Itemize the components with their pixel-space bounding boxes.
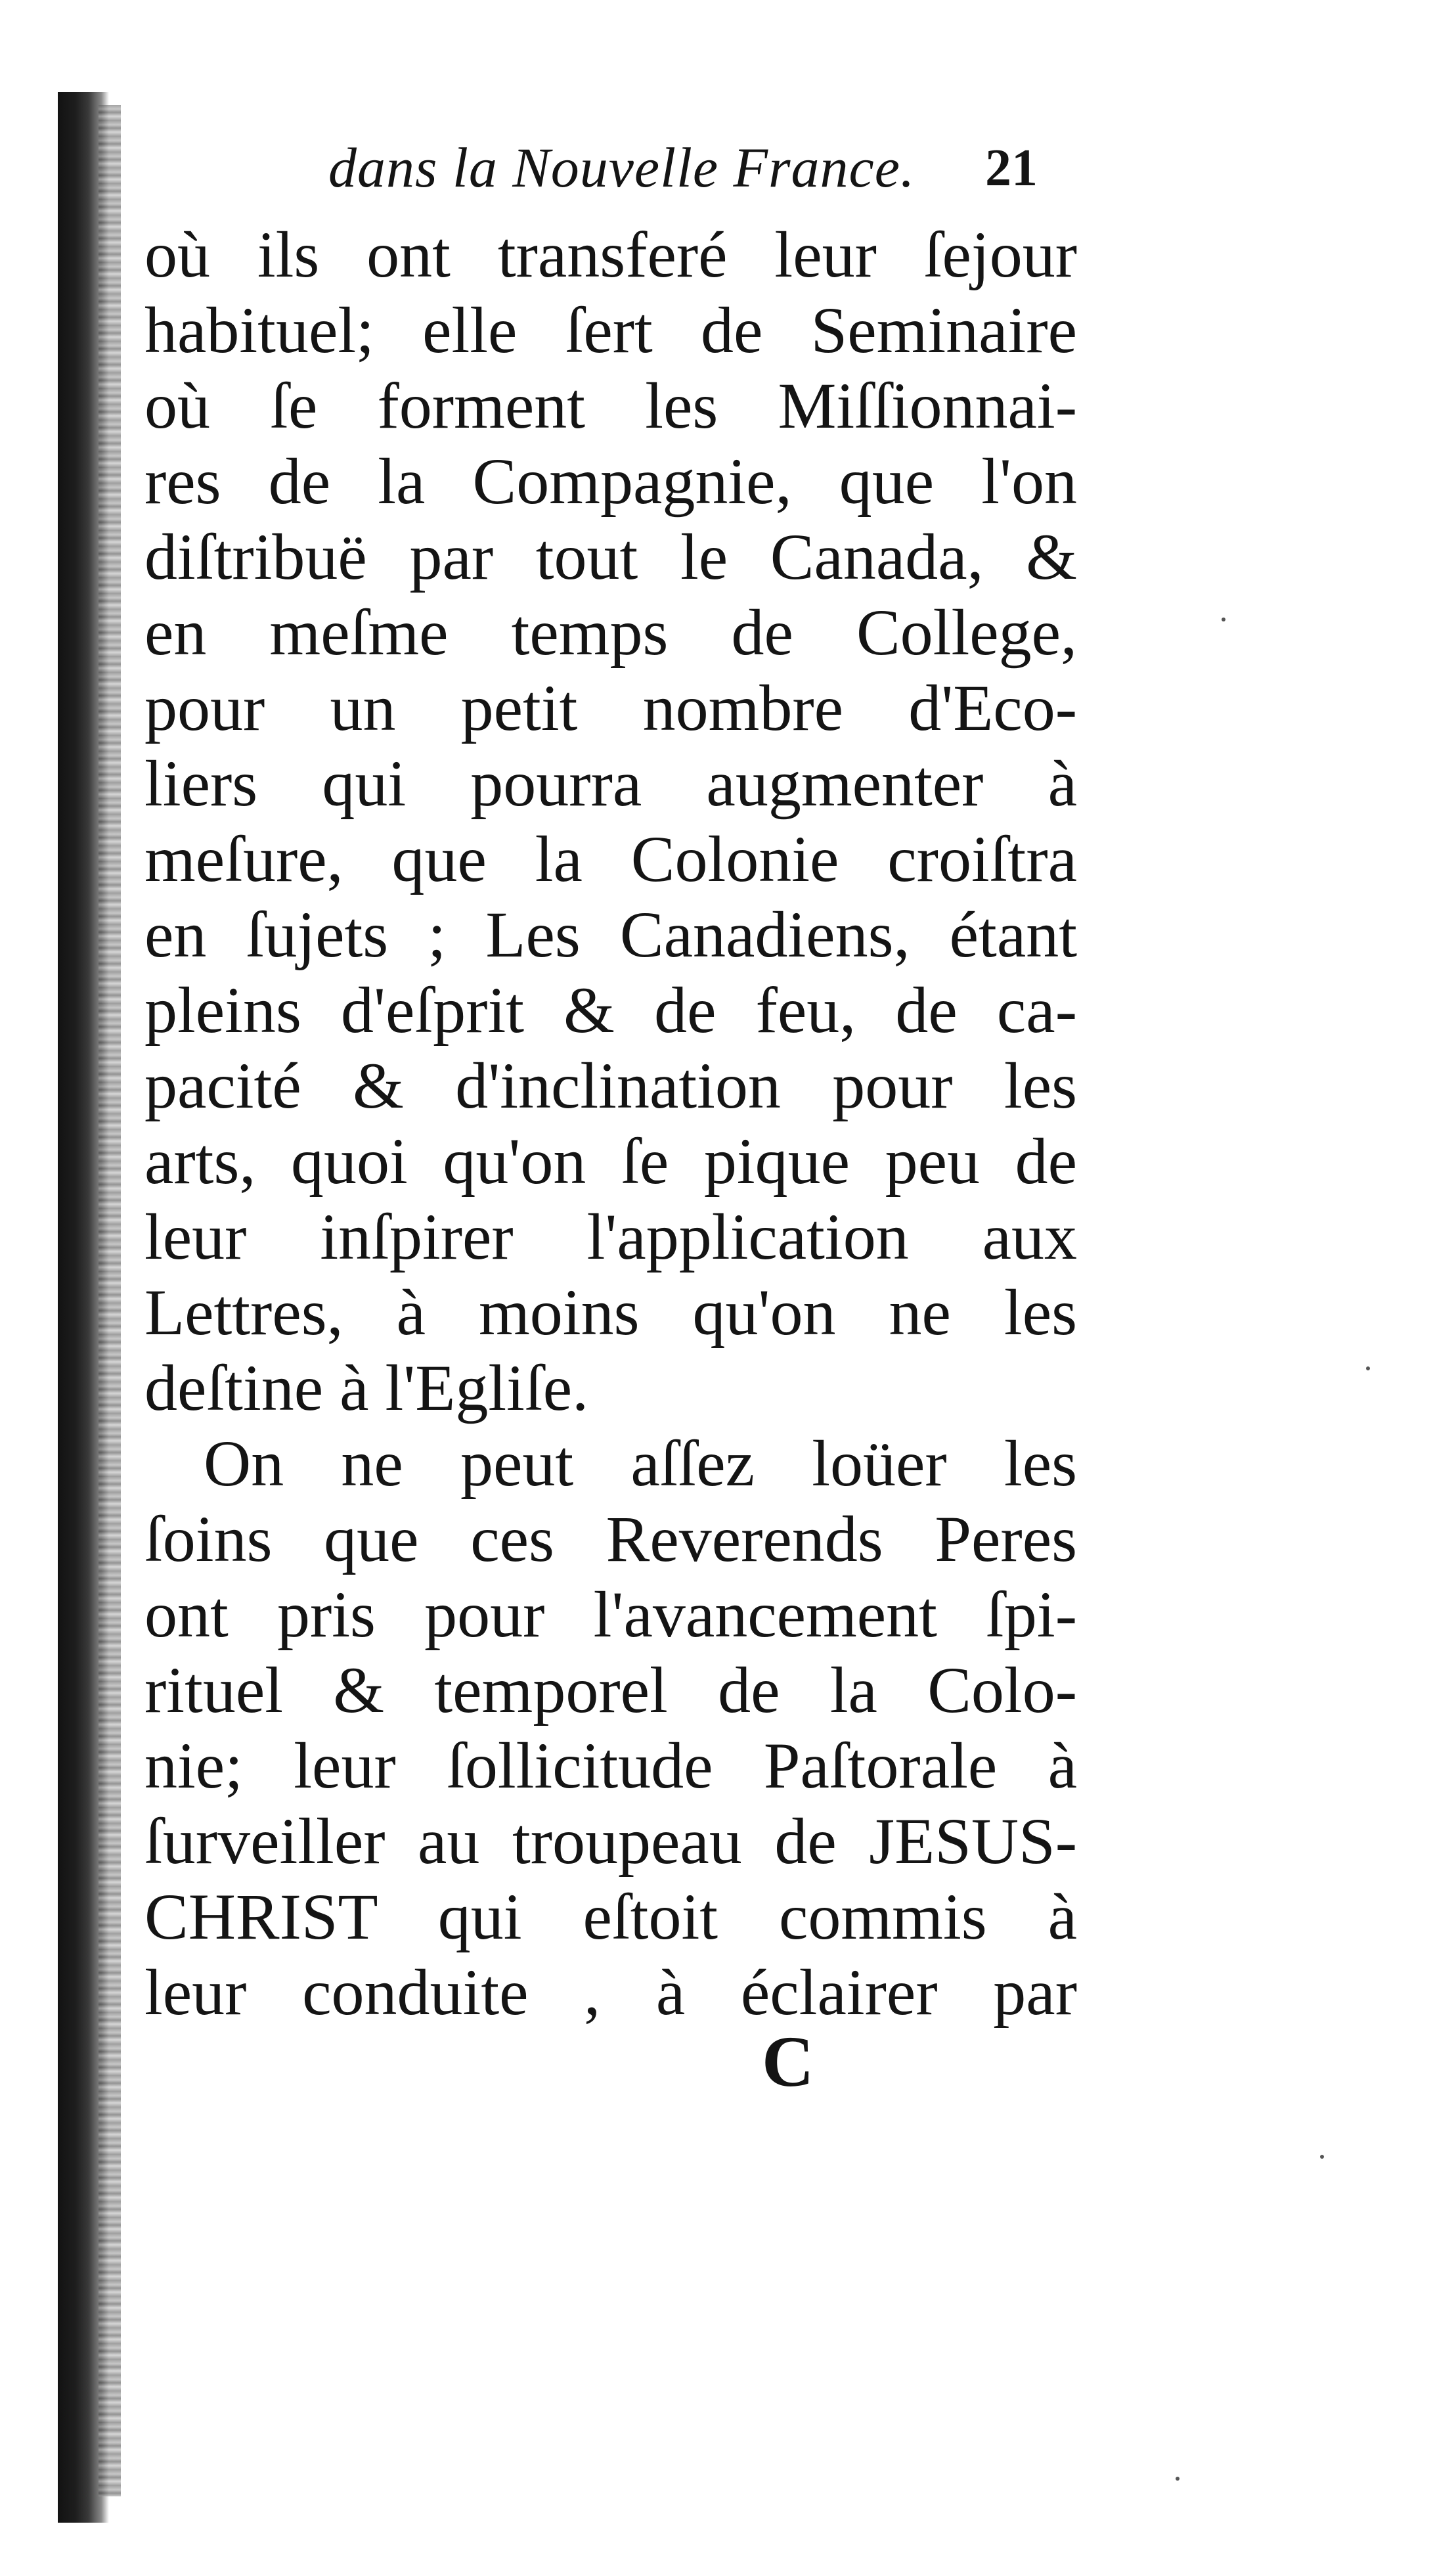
paper-speck [1176, 2477, 1180, 2481]
text-line: leur conduite , à éclairer par [144, 1956, 1077, 2029]
text-line: nie; leur ſollicitude Paſtorale à [144, 1729, 1077, 1802]
text-line: deſtine à l'Egliſe. [144, 1351, 589, 1424]
text-line: liers qui pourra augmenter à [144, 747, 1077, 820]
text-line: ſoins que ces Reverends Peres [144, 1502, 1077, 1575]
paragraph-2 [144, 1426, 1077, 2030]
text-line: rituel & temporel de la Colo- [144, 1654, 1077, 1726]
paper-speck [1222, 618, 1225, 621]
text-line: meſure, que la Colonie croiſtra [144, 822, 1077, 895]
text-line: res de la Compagnie, que l'on [144, 445, 1077, 518]
text-line: arts, quoi qu'on ſe pique peu de [144, 1125, 1077, 1198]
page-number: 21 [985, 139, 1038, 197]
body-text [144, 217, 1077, 2030]
text-line: diſtribuë par tout le Canada, & [144, 520, 1077, 593]
binding-edge-texture [99, 105, 121, 2496]
text-line: leur inſpirer l'application aux [144, 1200, 1077, 1273]
paper-speck [1366, 1366, 1370, 1370]
text-line: en meſme temps de College, [144, 596, 1077, 669]
paragraph-1 [144, 217, 1077, 1426]
text-line: pour un petit nombre d'Eco- [144, 671, 1077, 744]
paper-speck [1320, 2155, 1324, 2159]
text-line: CHRIST qui eſtoit commis à [144, 1880, 1077, 1953]
page-header [328, 135, 1051, 220]
text-line: où ſe forment les Miſſionnai- [144, 369, 1077, 442]
text-line: où ils ont transferé leur ſejour [144, 218, 1077, 291]
text-line: pleins d'eſprit & de feu, de ca- [144, 974, 1077, 1047]
text-line: ſurveiller au troupeau de JESUS- [144, 1805, 1077, 1878]
text-line: en ſujets ; Les Canadiens, étant [144, 898, 1077, 971]
signature-mark: C [762, 2021, 814, 2102]
running-title: dans la Nouvelle France. [328, 136, 916, 199]
text-line: Lettres, à moins qu'on ne les [144, 1276, 1077, 1349]
text-line: ont pris pour l'avancement ſpi- [144, 1578, 1077, 1651]
text-line: On ne peut aſſez loüer les [204, 1427, 1077, 1500]
text-line: habituel; elle ſert de Seminaire [144, 294, 1077, 367]
text-line: pacité & d'inclination pour les [144, 1049, 1077, 1122]
